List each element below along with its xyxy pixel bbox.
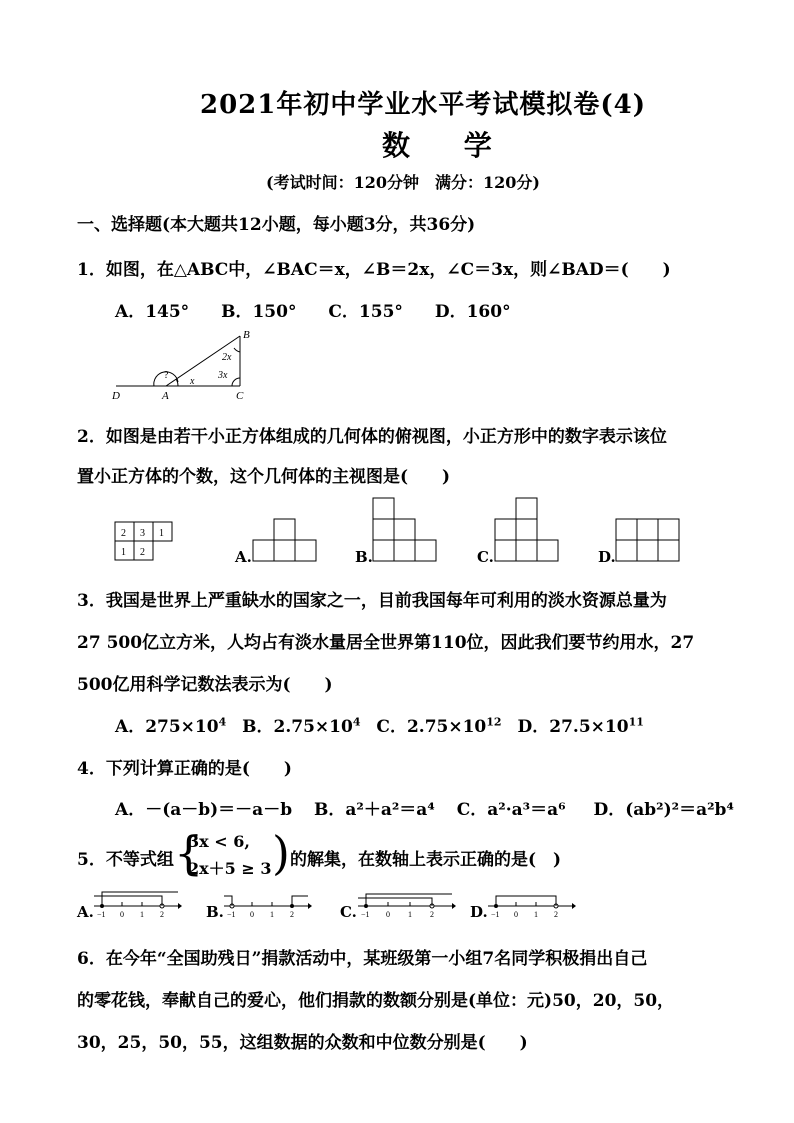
q1-option-a[interactable]: A．145°	[115, 302, 190, 322]
tick-label: 1	[270, 910, 274, 919]
tick-label: 2	[554, 910, 558, 919]
label-question: ?	[164, 370, 169, 381]
tick-label: 2	[160, 910, 164, 919]
q5-option-c-label[interactable]: C.	[340, 903, 357, 921]
tick-label: 0	[250, 910, 254, 919]
q2-option-b-label[interactable]: B.	[355, 548, 373, 566]
tick-label: 0	[514, 910, 518, 919]
section-heading: 一、选择题(本大题共12小题，每小题3分，共36分)	[77, 215, 476, 235]
question-3-line1: 3．我国是世界上严重缺水的国家之一，目前我国每年可利用的淡水资源总量为	[77, 591, 667, 611]
question-5-prefix: 5．不等式组	[77, 850, 174, 870]
q5-option-d-numberline[interactable]	[486, 884, 576, 920]
q5-option-b-numberline[interactable]	[222, 884, 312, 920]
grid-cell: 3	[140, 528, 145, 539]
grid-cell: 2	[140, 547, 145, 558]
tick-label: −1	[227, 910, 236, 919]
q4-option-d[interactable]: D．(ab²)²＝a²b⁴	[593, 800, 734, 820]
tick-label: 0	[386, 910, 390, 919]
question-3-line2: 27 500亿立方米，人均占有淡水量居全世界第110位，因此我们要节约用水，27	[77, 633, 695, 653]
question-1-stem: 1．如图，在△ABC中，∠BAC＝x，∠B＝2x，∠C＝3x，则∠BAD＝( )	[77, 260, 671, 280]
top-view-grid	[110, 518, 180, 564]
tick-label: 0	[120, 910, 124, 919]
q2-option-d-view[interactable]	[615, 516, 685, 564]
label-a: A	[162, 390, 169, 402]
q3-option-d[interactable]: D．$27.5\times 10^{11}$	[517, 715, 644, 737]
question-4-stem: 4．下列计算正确的是( )	[77, 759, 292, 779]
q5-option-c-numberline[interactable]	[356, 884, 456, 920]
question-2-line1: 2．如图是由若干小正方体组成的几何体的俯视图，小正方形中的数字表示该位	[77, 427, 667, 447]
question-6-line3: 30，25，50，55，这组数据的众数和中位数分别是( )	[77, 1033, 528, 1053]
tick-label: 2	[430, 910, 434, 919]
q1-option-b[interactable]: B．150°	[221, 302, 297, 322]
label-2x: 2x	[222, 352, 232, 363]
question-3-line3: 500亿用科学记数法表示为( )	[77, 675, 333, 695]
grid-cell: 1	[159, 528, 164, 539]
question-6-line2: 的零花钱，奉献自己的爱心，他们捐款的数额分别是(单位：元)50，20，50，	[77, 991, 675, 1011]
question-3-options	[115, 712, 644, 737]
system-brace-right: )	[272, 826, 290, 880]
q3-option-b[interactable]: B．$2.75\times 10^4$	[242, 715, 361, 737]
system-brace-left: {	[174, 826, 204, 880]
q5-option-a-label[interactable]: A.	[77, 903, 94, 921]
label-d: D	[112, 390, 120, 402]
question-6-line1: 6．在今年“全国助残日”捐款活动中，某班级第一小组7名同学积极捐出自己	[77, 949, 648, 969]
question-2-line2: 置小正方体的个数，这个几何体的主视图是( )	[77, 467, 451, 487]
tick-label: −1	[361, 910, 370, 919]
question-1-options	[115, 297, 537, 322]
inequality-2: 2x＋5 ≥ 3	[188, 859, 272, 878]
tick-label: 2	[290, 910, 294, 919]
q4-option-c[interactable]: C．a²·a³＝a⁶	[456, 800, 566, 820]
q2-option-c-label[interactable]: C.	[477, 548, 494, 566]
q3-option-a[interactable]: A．$275\times 10^4$	[115, 715, 227, 737]
grid-cell: 1	[121, 547, 126, 558]
q3-option-c[interactable]: C．$2.75\times 10^{12}$	[376, 715, 502, 737]
q2-option-b-view[interactable]	[372, 495, 442, 565]
label-c: C	[236, 390, 244, 402]
question-4-options	[115, 795, 734, 820]
label-b: B	[243, 329, 250, 341]
q1-option-d[interactable]: D．160°	[434, 302, 511, 322]
q4-option-a[interactable]: A．－(a－b)＝－a－b	[115, 800, 293, 820]
tick-label: 1	[408, 910, 412, 919]
page-title: 2021年初中学业水平考试模拟卷(4)	[200, 90, 647, 120]
q1-option-c[interactable]: C．155°	[328, 302, 403, 322]
exam-info: (考试时间：120分钟 满分：120分)	[266, 173, 540, 192]
question-5-suffix: 的解集，在数轴上表示正确的是( )	[290, 850, 562, 870]
q5-option-d-label[interactable]: D.	[470, 903, 488, 921]
tick-label: 1	[534, 910, 538, 919]
grid-cell: 2	[121, 528, 126, 539]
inequality-1: 3x < 6,	[188, 832, 250, 851]
label-3x: 3x	[218, 370, 228, 381]
q2-option-a-label[interactable]: A.	[235, 548, 252, 566]
triangle-figure	[108, 326, 268, 406]
subject-title: 数 学	[382, 129, 514, 162]
tick-label: 1	[140, 910, 144, 919]
q4-option-b[interactable]: B．a²＋a²＝a⁴	[314, 800, 435, 820]
tick-label: −1	[97, 910, 106, 919]
q5-option-b-label[interactable]: B.	[206, 903, 224, 921]
q5-option-a-numberline[interactable]	[92, 884, 182, 920]
tick-label: −1	[491, 910, 500, 919]
label-x: x	[190, 376, 195, 387]
q2-option-c-view[interactable]	[494, 495, 564, 565]
q2-option-a-view[interactable]	[252, 516, 322, 564]
q2-option-d-label[interactable]: D.	[598, 548, 616, 566]
